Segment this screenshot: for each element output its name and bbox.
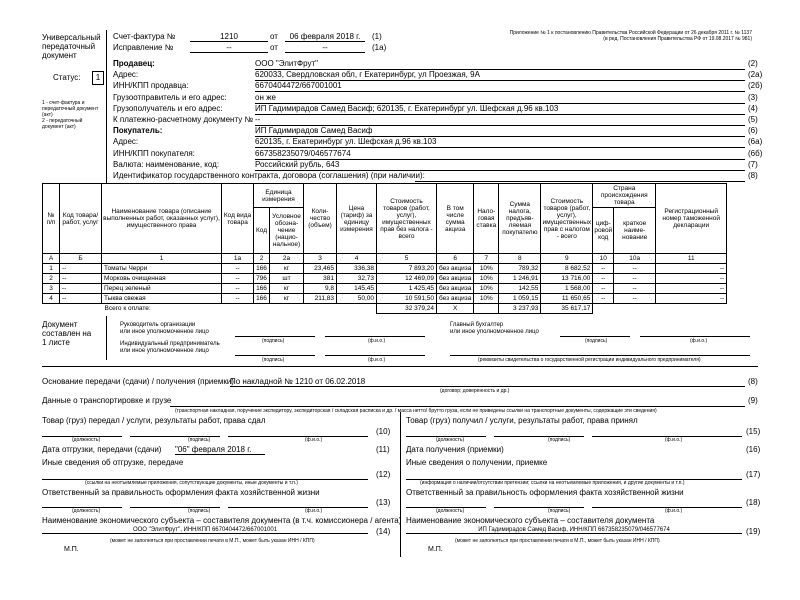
seller-row-code: (5) — [748, 115, 758, 124]
index-cell: А — [43, 254, 60, 264]
cell-price: 50,00 — [337, 294, 377, 304]
middle-divider — [400, 412, 401, 557]
invoice-code: (1) — [372, 32, 382, 41]
l-fio-line — [228, 436, 368, 437]
r-other-note: (информация о наличии/отсутствии претензии; ссылки на неотъемлемые приложения, и другие документы и т.п.) — [420, 480, 685, 486]
cell-name: Перец зеленый — [102, 284, 222, 294]
index-cell: 5 — [377, 254, 437, 264]
cell-excise: без акциза — [437, 264, 474, 274]
cell-price: 336,38 — [337, 264, 377, 274]
code-13: (13) — [376, 498, 391, 507]
index-cell: 6 — [437, 254, 474, 264]
r-resp-label: Ответственный за правильность оформления факта хозяйственной жизни — [406, 488, 684, 497]
l2-fio: (ф.и.о.) — [305, 508, 323, 514]
index-cell: 11 — [656, 254, 727, 264]
basis-note: (договор; доверенность и др.) — [440, 388, 510, 394]
cell-name: Тыква свежая — [102, 294, 222, 304]
th-sum-without-tax: Стоимость товаров (работ, услуг), имущественных прав без налога - всего — [377, 184, 437, 254]
cell-qty: 211,83 — [304, 294, 337, 304]
r2-podpis: (подпись) — [548, 508, 571, 514]
cell-cn: -- — [614, 284, 656, 294]
acc-podpis: (подпись) — [585, 338, 608, 344]
total-sum-with-tax: 35 617,17 — [541, 304, 593, 314]
th-sum-with-tax: Стоимость товаров (работ, услуг), имущественных прав с налогом - всего — [541, 184, 593, 254]
cell-cd: -- — [656, 274, 727, 284]
cell-tax: 789,32 — [499, 264, 541, 274]
code-18: (18) — [746, 498, 761, 507]
cell-ucode: 166 — [254, 294, 270, 304]
entrepreneur-label: Индивидуальный предприниматель или иное уполномоченное лицо — [120, 341, 220, 354]
seller-row-label: ИНН/КПП продавца: — [113, 81, 189, 91]
acc-fio-line — [640, 336, 750, 337]
cell-uname: кг — [270, 294, 304, 304]
total-label: Всего к оплате: — [43, 304, 377, 314]
head-sign-line — [235, 336, 315, 337]
cell-sum-w: 8 682,52 — [541, 264, 593, 274]
cell-name: Морковь очищенная — [102, 274, 222, 284]
table-row — [43, 284, 727, 294]
seller-row-label: Покупатель: — [113, 126, 163, 136]
invoice-number: 1210 — [190, 32, 268, 42]
acc-sign-line — [560, 336, 630, 337]
status-note: 1 - счет-фактура и передаточный документ (акт) 2 - передаточный документ (акт) — [42, 100, 99, 130]
seller-row-value: ИП Гадимирадов Самед Васиф — [255, 126, 745, 137]
cell-cd: -- — [656, 284, 727, 294]
l2-fio-line — [228, 507, 368, 508]
code-15: (15) — [746, 427, 761, 436]
index-cell: Б — [60, 254, 102, 264]
cell-code: -- — [60, 274, 102, 284]
cell-cc: -- — [593, 284, 614, 294]
cell-rate: 10% — [474, 274, 499, 284]
acc-fio: (ф.и.о.) — [690, 338, 708, 344]
cell-tax: 142,55 — [499, 284, 541, 294]
total-row — [43, 304, 727, 314]
cell-sum-w: 1 568,00 — [541, 284, 593, 294]
cell-tax: 1 059,15 — [499, 294, 541, 304]
code-19: (19) — [746, 527, 761, 536]
l-other-note: (ссылки на неотъемлемые приложения, сопутствующие документы, иные документы и т.п.) — [85, 480, 298, 486]
seller-row-code: (7) — [748, 159, 758, 169]
appendix-note: Приложение № 1 к постановлению Правительства Российской Федерации от 26 декабря 2011 г. № 1137 (в ред. Постановления Правительства РФ от 19.08.2017 № 981) — [509, 30, 752, 42]
th-tax: Сумма налога, предъяв-ляемая покупателю — [499, 184, 541, 254]
cell-cc: -- — [593, 264, 614, 274]
correction-from: от — [270, 43, 278, 52]
cell-kind: -- — [222, 294, 254, 304]
seller-row-value: ИП Гадимирадов Самед Васиф; 620135, г. Екатеринбург ул. Шефская д.96 кв.103 — [255, 104, 745, 115]
basis-label: Основание передачи (сдачи) / получения (приемки) — [42, 377, 234, 386]
r-sign-line — [494, 436, 584, 437]
cell-sum-wo: 12 469,09 — [377, 274, 437, 284]
cell-qty: 9,8 — [304, 284, 337, 294]
l-resp-label: Ответственный за правильность оформления факта хозяйственной жизни — [42, 488, 320, 497]
l-dolzhnost: (должность) — [72, 437, 101, 443]
document-type-title: Универсальный передаточный документ — [42, 33, 101, 60]
r2-dolzhnost: (должность) — [436, 508, 465, 514]
th-customs: Регистрационный номер таможенной декларации — [656, 184, 727, 254]
table-row — [43, 274, 727, 284]
seller-row-value: 620033, Свердловская обл, г Екатеринбург, ул Проезжая, 9А — [255, 70, 745, 81]
accountant-label: Главный бухгалтер или иное уполномоченное лицо — [450, 322, 539, 335]
index-cell: 8 — [499, 254, 541, 264]
cell-excise: без акциза — [437, 284, 474, 294]
seller-row-value: 620135, г. Екатеринбург ул. Шефская д.96 кв.103 — [255, 137, 745, 148]
th-rate: Нало-говая ставка — [474, 184, 499, 254]
cell-sum-w: 11 650,65 — [541, 294, 593, 304]
seller-row-label: Адрес: — [113, 137, 139, 147]
th-country-code: циф-ровой код — [593, 208, 614, 254]
transport-note: (транспортная накладная, поручение экспедитору, экспедиторская / складская расписка и др. / масса нетто/ брутто груза, если не приведены ссылки на транспортные документы, содержащие эти сведения) — [175, 408, 657, 414]
code-14: (14) — [376, 527, 391, 536]
index-cell: 10а — [614, 254, 656, 264]
transport-code: (9) — [748, 396, 758, 405]
received-label: Товар (груз) получил / услуги, результаты работ, права принял — [406, 416, 638, 425]
cell-kind: -- — [222, 284, 254, 294]
l-podpis: (подпись) — [188, 437, 211, 443]
ent-fio-line — [325, 355, 425, 356]
cell-price: 145,45 — [337, 284, 377, 294]
th-kind: Код вида товара — [222, 184, 254, 254]
cell-code: -- — [60, 264, 102, 274]
seller-row-value: Российский рубль, 643 — [255, 160, 745, 171]
invoice-from: от — [270, 32, 278, 41]
table-row — [43, 294, 727, 304]
r-fio: (ф.и.о.) — [665, 437, 683, 443]
index-cell: 4 — [337, 254, 377, 264]
transport-label: Данные о транспортировке и грузе — [42, 396, 172, 405]
r-entity-value: ИП Гадимирадов Самед Васиф, ИНН/КПП 667358235079/046577674 — [406, 527, 742, 534]
cell-ucode: 796 — [254, 274, 270, 284]
ent-req-line — [450, 355, 750, 356]
th-country-group: Страна происхождения товара — [593, 184, 656, 208]
cell-ucode: 166 — [254, 264, 270, 274]
cell-name: Томаты Черри — [102, 264, 222, 274]
r-entity-label: Наименование экономического субъекта – составителя документа — [406, 516, 655, 525]
cell-cd: -- — [656, 264, 727, 274]
basis-value: По накладной № 1210 от 06.02.2018 — [230, 377, 745, 387]
th-unit-name: Условное обозна-чение (нацио-нальное) — [270, 208, 304, 254]
th-unit-group: Единица измерения — [254, 184, 304, 208]
correction-code: (1а) — [372, 43, 387, 52]
l-entity-note: (может не заполняться при проставлении печати в М.П., может быть указан ИНН / КПП) — [110, 538, 315, 544]
seller-row-label: ИНН/КПП покупателя: — [113, 148, 195, 158]
cell-tax: 1 246,91 — [499, 274, 541, 284]
invoice-date: 06 февраля 2018 г. — [285, 32, 365, 42]
index-cell: 1а — [222, 254, 254, 264]
r-podpis: (подпись) — [548, 437, 571, 443]
seller-row-value: 6670404472/667001001 — [255, 81, 745, 92]
cell-cc: -- — [593, 274, 614, 284]
l-other-label: Иные сведения об отгрузке, передаче — [42, 458, 184, 467]
cell-excise: без акциза — [437, 294, 474, 304]
sign-divider — [106, 316, 107, 360]
table-row — [43, 264, 727, 274]
cell-cn: -- — [614, 264, 656, 274]
seller-row-label: Валюта: наименование, код: — [113, 159, 220, 169]
status-label: Статус: — [53, 73, 81, 82]
th-price: Цена (тариф) за единицу измерения — [337, 184, 377, 254]
th-num: № п/п — [43, 184, 60, 254]
cell-code: -- — [60, 294, 102, 304]
cell-code: -- — [60, 284, 102, 294]
seller-row-value: -- — [255, 115, 745, 126]
section-divider — [42, 366, 758, 367]
cell-n: 3 — [43, 284, 60, 294]
cell-n: 1 — [43, 264, 60, 274]
seller-row-code: (2б) — [748, 81, 763, 91]
th-qty: Коли-чество (объем) — [304, 184, 337, 254]
recv-date-label: Дата получения (приемки) — [406, 445, 504, 454]
seller-row-value: он же — [255, 93, 745, 104]
cell-qty: 23,465 — [304, 264, 337, 274]
r2-sign-line — [494, 507, 584, 508]
correction-label: Исправление № — [113, 43, 174, 52]
cell-uname: кг — [270, 284, 304, 294]
index-row — [43, 254, 727, 264]
correction-number: -- — [190, 43, 268, 53]
cell-rate: 10% — [474, 294, 499, 304]
ent-podpis: (подпись) — [262, 357, 285, 363]
l-entity-value: ООО "ЭлитФрут", ИНН/КПП 6670404472/667001001 — [42, 527, 368, 534]
transport-line — [170, 406, 745, 407]
index-cell: 10 — [593, 254, 614, 264]
index-cell: 2а — [270, 254, 304, 264]
index-cell: 2 — [254, 254, 270, 264]
cell-kind: -- — [222, 264, 254, 274]
seller-row-value: ООО "ЭлитФрут" — [255, 59, 745, 70]
cell-uname: кг — [270, 264, 304, 274]
l2-podpis: (подпись) — [188, 508, 211, 514]
cell-sum-w: 13 716,00 — [541, 274, 593, 284]
seller-row-code: (2а) — [748, 70, 763, 80]
seller-row-code: (4) — [748, 103, 758, 113]
correction-date: -- — [285, 43, 365, 53]
seller-row-code: (3) — [748, 92, 758, 102]
cell-sum-wo: 1 425,45 — [377, 284, 437, 294]
seller-row-label: К платежно-расчетному документу № — [113, 115, 254, 124]
l2-dolzhnost: (должность) — [72, 508, 101, 514]
ent-sign-line — [235, 355, 315, 356]
code-17: (17) — [746, 470, 761, 479]
seller-row-label: Продавец: — [113, 59, 155, 68]
cell-excise: без акциза — [437, 274, 474, 284]
total-sum-without-tax: 32 379,24 — [377, 304, 437, 314]
code-10: (10) — [376, 427, 391, 436]
cell-rate: 10% — [474, 284, 499, 294]
cell-uname: шт — [270, 274, 304, 284]
r-entity-note: (может не заполняться при проставлении печати в М.П., может быть указан ИНН / КПП) — [455, 538, 660, 544]
code-12: (12) — [376, 470, 391, 479]
seller-row-value: 667358235079/046577674 — [255, 149, 745, 160]
index-cell: 1 — [102, 254, 222, 264]
r-other-label: Иные сведения о получении, приемке — [406, 458, 548, 467]
requisites-note: (реквизиты свидетельства о государственной регистрации индивидуального предпринимателя) — [478, 357, 701, 363]
head-label: Руководитель организации или иное уполномоченное лицо — [120, 322, 209, 335]
r-dolzhnost: (должность) — [436, 437, 465, 443]
l-entity-label: Наименование экономического субъекта – составителя документа (в т.ч. комиссионера / агента) — [42, 516, 402, 525]
l-stamp-place: М.П. — [64, 546, 79, 553]
th-name: Наименование товара (описание выполненных работ, оказанных услуг), имущественного права — [102, 184, 222, 254]
cell-price: 32,73 — [337, 274, 377, 284]
cell-sum-wo: 10 591,50 — [377, 294, 437, 304]
cell-cn: -- — [614, 294, 656, 304]
code-16: (16) — [746, 445, 761, 454]
handed-label: Товар (груз) передал / услуги, результаты работ, права сдал — [42, 416, 266, 425]
head-podpis: (подпись) — [262, 338, 285, 344]
seller-row-code: (6) — [748, 126, 758, 136]
index-cell: 9 — [541, 254, 593, 264]
basis-code: (8) — [748, 377, 758, 386]
seller-row-code: (6а) — [748, 137, 763, 147]
seller-row-code: (6б) — [748, 148, 763, 158]
seller-row-code: (8) — [748, 171, 758, 180]
seller-row-label: Грузоотправитель и его адрес: — [113, 92, 227, 102]
cell-cc: -- — [593, 294, 614, 304]
seller-row-label: Грузополучатель и его адрес: — [113, 103, 223, 113]
r2-fio: (ф.и.о.) — [665, 508, 683, 514]
cell-cn: -- — [614, 274, 656, 284]
index-cell: 7 — [474, 254, 499, 264]
cell-rate: 10% — [474, 264, 499, 274]
index-cell: 3 — [304, 254, 337, 264]
contract-line — [415, 181, 745, 182]
cell-qty: 381 — [304, 274, 337, 284]
total-excise: X — [437, 304, 474, 314]
l-fio: (ф.и.о.) — [305, 437, 323, 443]
th-code: Код товара/ работ, услуг — [60, 184, 102, 254]
items-table — [42, 183, 727, 314]
status-box: 1 — [92, 71, 104, 85]
cell-sum-wo: 7 893,20 — [377, 264, 437, 274]
code-11: (11) — [376, 445, 390, 454]
th-excise: В том числе сумма акциза — [437, 184, 474, 254]
cell-cd: -- — [656, 294, 727, 304]
ship-date-label: Дата отгрузки, передачи (сдачи) — [42, 445, 162, 454]
ship-date-value: "06" февраля 2018 г. — [175, 445, 265, 455]
total-tax: 3 237,93 — [499, 304, 541, 314]
th-unit-code: Код — [254, 208, 270, 254]
cell-ucode: 166 — [254, 284, 270, 294]
head-fio-line — [325, 336, 425, 337]
head-fio: (ф.и.о.) — [368, 338, 386, 344]
cell-n: 2 — [43, 274, 60, 284]
seller-row-label: Адрес: — [113, 70, 139, 80]
cell-kind: -- — [222, 274, 254, 284]
header-divider — [106, 30, 107, 183]
invoice-label: Счет-фактура № — [113, 32, 176, 41]
th-country-name: краткое наиме-нование — [614, 208, 656, 254]
doc-composed: Документ составлен на 1 листе — [42, 320, 92, 347]
seller-row-label: Идентификатор государственного контракта, договора (соглашения) (при наличии): — [113, 171, 425, 180]
r-stamp-place: М.П. — [428, 546, 443, 553]
ent-fio: (ф.и.о.) — [368, 357, 386, 363]
seller-row-code: (2) — [748, 59, 758, 68]
cell-n: 4 — [43, 294, 60, 304]
